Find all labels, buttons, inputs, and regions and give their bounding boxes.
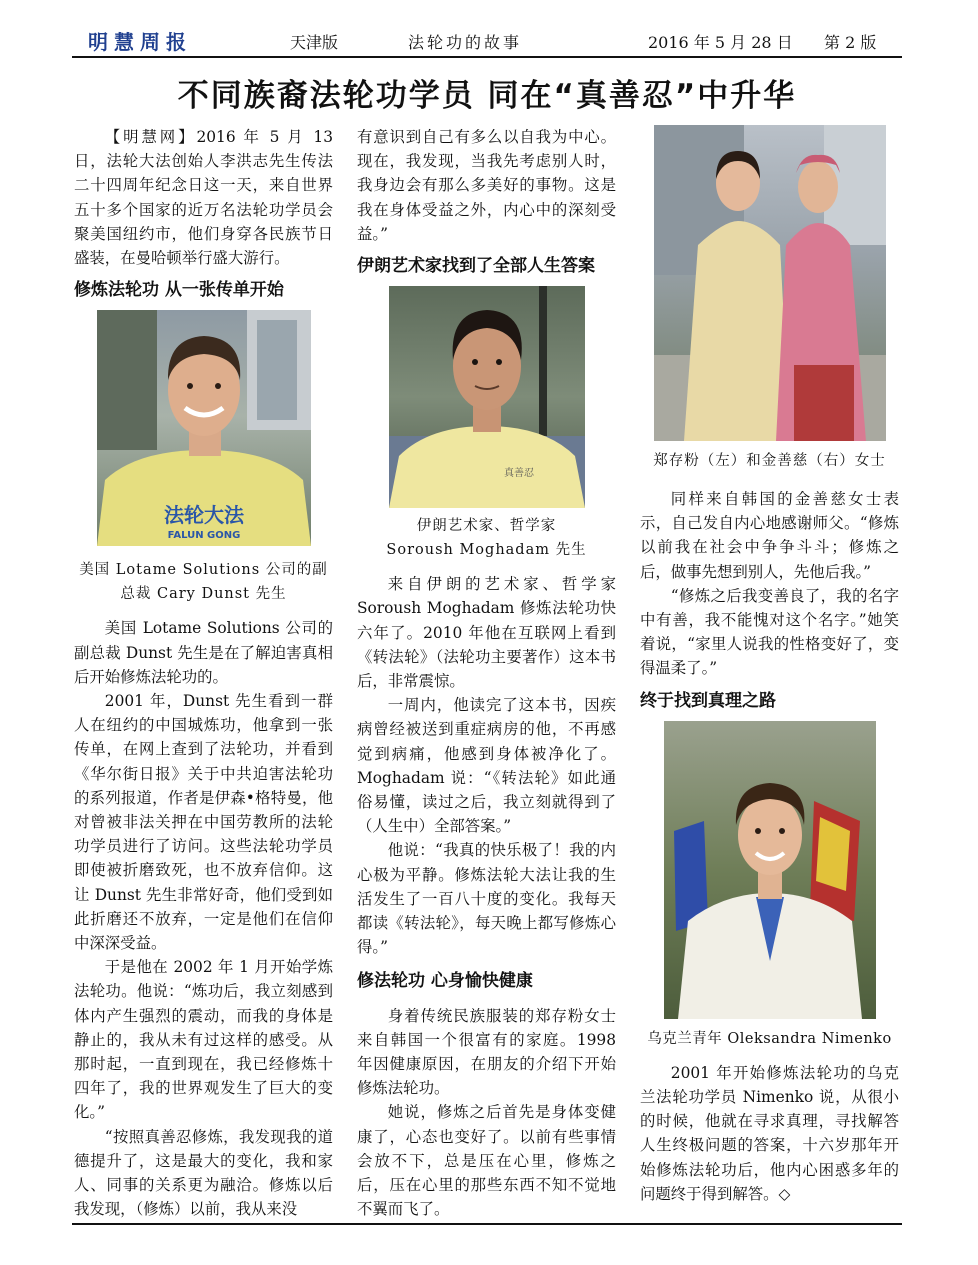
page-header	[72, 20, 902, 56]
zheng-paragraph-2: 她说，修炼之后首先是身体变健康了，心态也变好了。以前有些事情会放不下，总是压在心里，修炼之后，压在心里的那些东西不知不觉地不翼而飞了。	[357, 1103, 616, 1219]
subhead-truth: 终于找到真理之路	[640, 690, 776, 711]
subhead-iran-artist: 伊朗艺术家找到了全部人生答案	[357, 256, 595, 277]
footer-rule	[72, 1223, 902, 1225]
dunst-continued: 有意识到自己有多么以自我为中心。现在，我发现，当我先考虑别人时，我身边会有那么多美好的事物。这是我在身体受益之外，内心中的深刻受益。”	[357, 128, 616, 243]
caption-soroush-line1: 伊朗艺术家、哲学家	[416, 518, 557, 535]
section-label: 法轮功的故事	[408, 33, 523, 52]
column-1	[74, 125, 333, 1222]
photo-nimenko	[664, 721, 876, 1019]
shirt-subtext: FALUN GONG	[167, 530, 240, 542]
photo-cary-dunst-figure	[97, 310, 311, 546]
caption-nimenko: 乌克兰青年 Oleksandra Nimenko	[647, 1030, 892, 1047]
column-3	[640, 125, 899, 1206]
issue-date: 2016 年 5 月 28 日	[648, 33, 793, 52]
shirt-badge-text: 真善忍	[503, 468, 534, 480]
dunst-paragraph-4: “按照真善忍修炼，我发现我的道德提升了，这是最大的变化，我和家人、同事的关系更为融洽。修炼以后我发现，（修炼）以前，我从来没	[74, 1127, 333, 1219]
photo-soroush-figure	[389, 286, 585, 508]
column-2	[357, 125, 616, 1222]
caption-korean-women: 郑存粉（左）和金善慈（右）女士	[653, 453, 886, 469]
zheng-paragraph-1: 身着传统民族服装的郑存粉女士来自韩国一个很富有的家庭。1998 年因健康原因，在朋友的介绍下开始修炼法轮功。	[357, 1006, 616, 1098]
nimenko-paragraph: 2001 年开始修炼法轮功的乌克兰法轮功学员 Nimenko 说，从很小的时候，他就在寻求真理，寻找解答人生终极问题的答案，十六岁那年开始修炼法轮功后，他内心困惑多年的问题终于得到解答。◇	[640, 1063, 899, 1203]
photo-korean-women-figures	[654, 125, 886, 441]
dunst-paragraph-2: 2001 年，Dunst 先生看到一群人在纽约的中国城炼功，他拿到一张传单，在网上查到了法轮功，并看到《华尔街日报》关于中共迫害法轮功的系列报道，作者是伊森•格特曼，他对曾被非法关押在中国劳教所的法轮功学员进行了访问。这些法轮功学员即使被折磨致死，也不放弃信仰。这让 Dunst 先生非常好奇，他们受到如此折磨还不放弃，一定是他们在信仰中深深受益。	[74, 692, 333, 953]
dunst-paragraph-3: 于是他在 2002 年 1 月开始学炼法轮功。他说：“炼功后，我立刻感到体内产生强烈的震动，而我的身体是静止的，我从未有过这样的感受。从那时起，一直到现在，我已经修炼十四年了，我的世界观发生了巨大的变化。”	[74, 958, 333, 1122]
masthead-logo: 明慧周报	[88, 30, 192, 54]
caption-cary-dunst: 美国 Lotame Solutions 公司的副总裁 Cary Dunst 先生	[79, 562, 328, 603]
header-rule	[72, 56, 902, 58]
edition-label: 天津版	[290, 33, 339, 52]
intro-paragraph: 【明慧网】2016 年 5 月 13 日，法轮大法创始人李洪志先生传法二十四周年纪念日这一天，来自世界五十多个国家的近万名法轮功学员会聚美国纽约市，他们身穿各民族节日盛装，在曼哈顿举行盛大游行。	[74, 128, 333, 268]
subhead-health: 修法轮功 心身愉快健康	[357, 971, 533, 992]
kim-paragraph-2: “修炼之后我变善良了，我的名字中有善，我不能愧对这个名字。”她笑着说，“家里人说我的性格变好了，变得温柔了。”	[640, 586, 899, 678]
photo-nimenko-figure	[664, 721, 876, 1019]
article-headline: 不同族裔法轮功学员 同在“真善忍”中升华	[177, 78, 797, 114]
dunst-paragraph-1: 美国 Lotame Solutions 公司的副总裁 Dunst 先生是在了解迫害真相后开始修炼法轮功的。	[74, 619, 333, 686]
caption-soroush	[357, 514, 616, 562]
soroush-paragraph-1: 来自伊朗的艺术家、哲学家 Soroush Moghadam 修炼法轮功快六年了。2010 年他在互联网上看到《转法轮》（法轮功主要著作）这本书后，非常震惊。	[357, 575, 616, 691]
kim-paragraph-1: 同样来自韩国的金善慈女士表示，自己发自内心地感谢师父。“修炼以前我在社会中争争斗斗；修炼之后，做事先想到别人，先他后我。”	[640, 490, 899, 581]
soroush-paragraph-3: 他说：“我真的快乐极了！我的内心极为平静。修炼法轮大法让我的生活发生了一百八十度的变化。我每天都读《转法轮》，每天晚上都写修炼心得。”	[357, 841, 616, 957]
shirt-text: 法轮大法	[163, 503, 244, 528]
subhead-leaflet: 修炼法轮功 从一张传单开始	[74, 280, 284, 301]
photo-soroush-moghadam	[389, 286, 585, 508]
page-number: 第 2 版	[824, 33, 877, 52]
soroush-paragraph-2: 一周内，他读完了这本书，因疾病曾经被送到重症病房的他，不再感觉到病痛，他感到身体被净化了。Moghadam 说：“《转法轮》如此通俗易懂，读过之后，我立刻就得到了（人生中）全部答案。”	[357, 696, 616, 836]
photo-korean-women	[654, 125, 886, 441]
photo-cary-dunst	[97, 310, 311, 546]
caption-soroush-line2: Soroush Moghadam 先生	[386, 542, 587, 559]
